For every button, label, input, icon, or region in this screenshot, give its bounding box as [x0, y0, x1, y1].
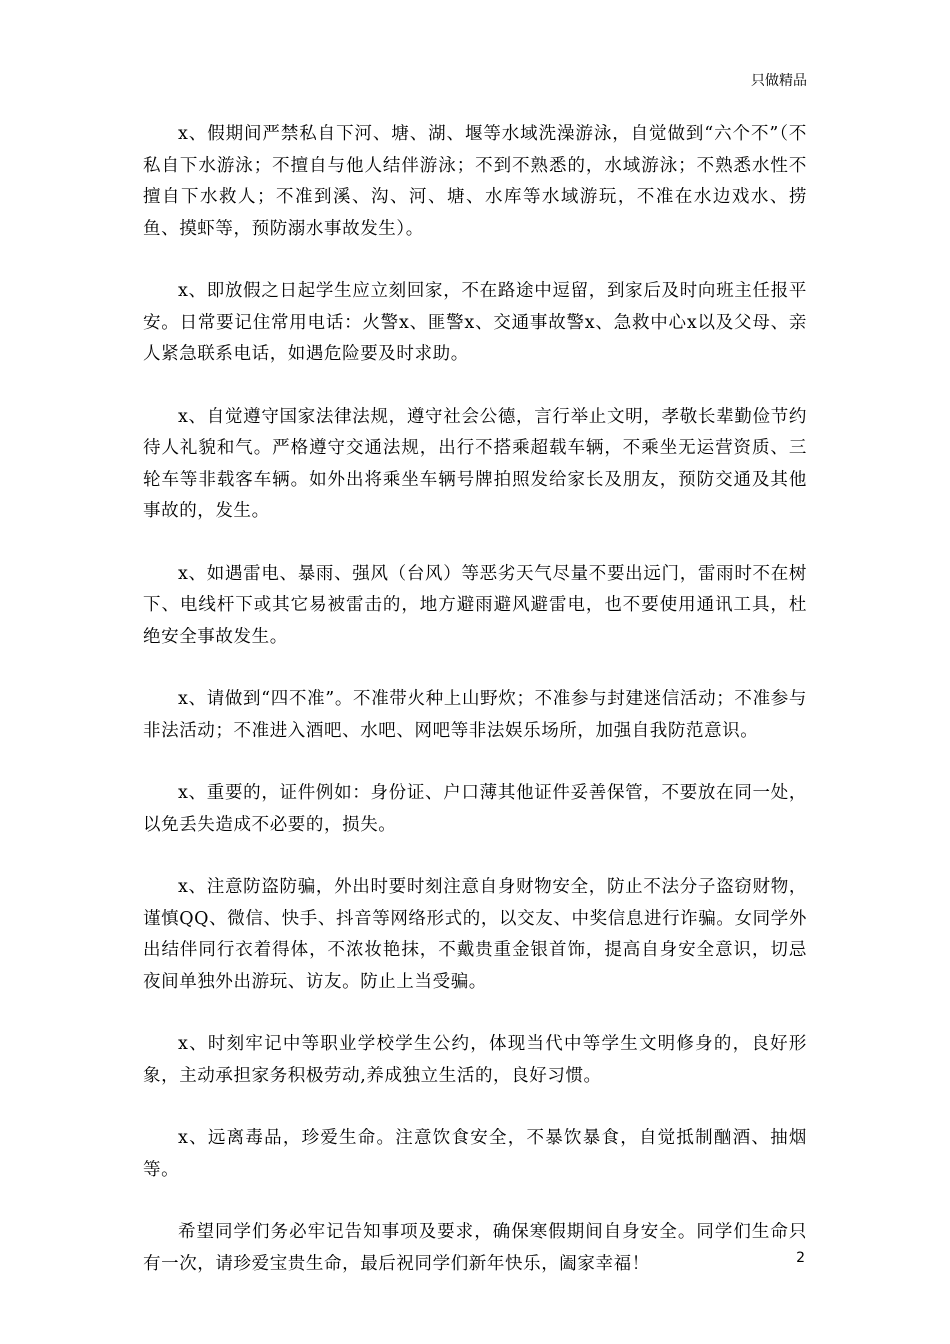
paragraph-9: x、远离毒品，珍爱生命。注意饮食安全，不暴饮暴食，自觉抵制酗酒、抽烟等。	[143, 1128, 807, 1180]
page-number: 2	[796, 1250, 805, 1266]
paragraph-7: x、注意防盗防骗，外出时要时刻注意自身财物安全，防止不法分子盗窃财物，谨慎QQ、微信、快手、抖音等网络形式的，以交友、中奖信息进行诈骗。女同学外出结伴同行衣着得体，不浓妆艳抹，不戴贵重金银首饰，提高自身安全意识，切忌夜间单独外出游玩、访友。防止上当受骗。	[143, 877, 807, 992]
paragraph-8: x、时刻牢记中等职业学校学生公约，体现当代中等学生文明修身的，良好形象，主动承担家务积极劳动,养成独立生活的，良好习惯。	[143, 1034, 807, 1086]
paragraph-4: x、如遇雷电、暴雨、强风（台风）等恶劣天气尽量不要出远门，雷雨时不在树下、电线杆下或其它易被雷击的，地方避雨避风避雷电，也不要使用通讯工具，杜绝安全事故发生。	[143, 563, 807, 647]
paragraph-5: x、请做到“四不准”。不准带火种上山野炊；不准参与封建迷信活动；不准参与非法活动；不准进入酒吧、水吧、网吧等非法娱乐场所，加强自我防范意识。	[143, 689, 807, 741]
document-body	[143, 119, 807, 1311]
paragraph-6: x、重要的，证件例如：身份证、户口薄其他证件妥善保管，不要放在同一处，以免丢失造成不必要的，损失。	[143, 783, 807, 835]
paragraph-1: x、假期间严禁私自下河、塘、湖、堰等水域洗澡游泳，自觉做到“六个不”（不私自下水游泳；不擅自与他人结伴游泳；不到不熟悉的，水域游泳；不熟悉水性不擅自下水救人；不准到溪、沟、河、塘、水库等水域游玩，不准在水边戏水、捞鱼、摸虾等，预防溺水事故发生）。	[143, 124, 807, 239]
paragraph-3: x、自觉遵守国家法律法规，遵守社会公德，言行举止文明，孝敬长辈勤俭节约待人礼貌和气。严格遵守交通法规，出行不搭乘超载车辆，不乘坐无运营资质、三轮车等非载客车辆。如外出将乘坐车辆号牌拍照发给家长及朋友，预防交通及其他事故的，发生。	[143, 406, 807, 521]
paragraph-2: x、即放假之日起学生应立刻回家，不在路途中逗留，到家后及时向班主任报平安。日常要记住常用电话：火警x、匪警x、交通事故警x、急救中心x以及父母、亲人紧急联系电话，如遇危险要及时求助。	[143, 281, 807, 364]
header-note: 只做精品	[751, 73, 807, 89]
paragraph-closing: 希望同学们务必牢记告知事项及要求，确保寒假期间自身安全。同学们生命只有一次，请珍爱宝贵生命，最后祝同学们新年快乐，阖家幸福！	[143, 1222, 807, 1274]
